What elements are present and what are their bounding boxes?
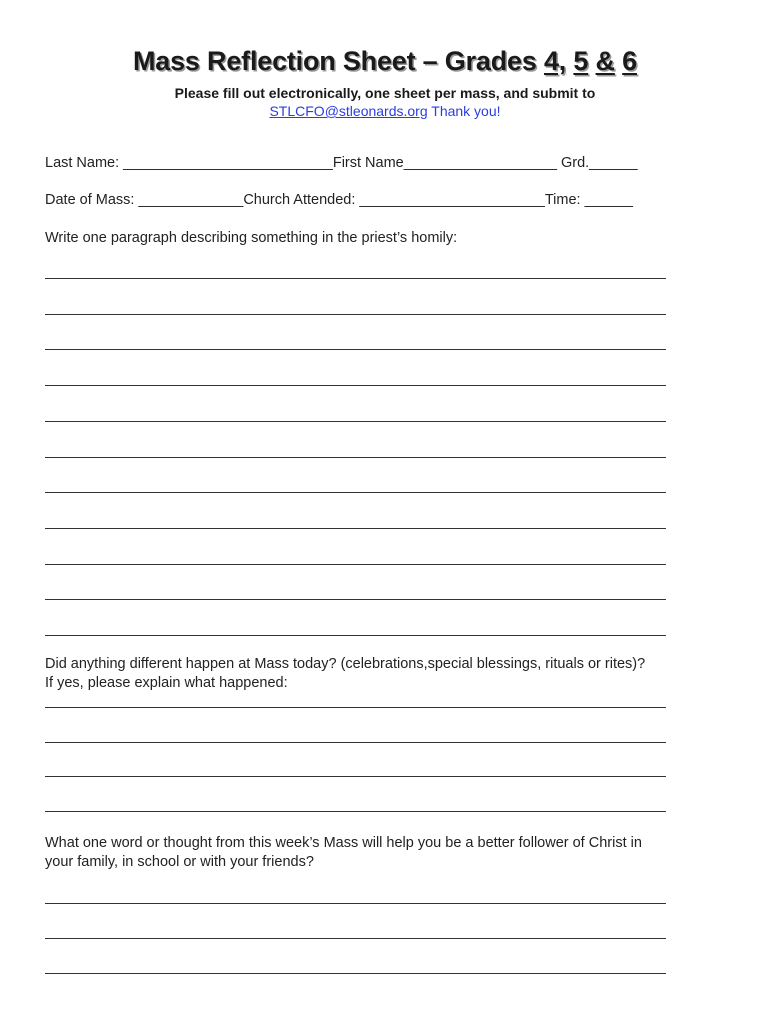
question-homily: Write one paragraph describing something in the priest’s homily: xyxy=(45,230,458,246)
email-link[interactable]: STLCFO@stleonards.org xyxy=(269,103,428,119)
name-fields-row[interactable]: Last Name: __________________________First Name___________________ Grd.______ xyxy=(45,155,638,171)
answer-line[interactable] xyxy=(45,528,666,529)
question-thought xyxy=(45,834,642,872)
contact-line xyxy=(0,103,770,119)
answer-line[interactable] xyxy=(45,421,666,422)
question-different-line-1: Did anything different happen at Mass today? (celebrations,special blessings, rituals or rites)? xyxy=(45,656,646,672)
grade-amp: & xyxy=(595,46,615,76)
answer-line[interactable] xyxy=(45,278,666,279)
answer-line[interactable] xyxy=(45,314,666,315)
question-different-line-2: If yes, please explain what happened: xyxy=(45,675,288,691)
instructions: Please fill out electronically, one sheet per mass, and submit to xyxy=(174,85,596,101)
thanks-text: Thank you! xyxy=(427,103,501,119)
answer-line[interactable] xyxy=(45,811,666,812)
grade-4: 4, xyxy=(543,46,567,76)
answer-line[interactable] xyxy=(45,742,666,743)
answer-line[interactable] xyxy=(45,457,666,458)
question-different xyxy=(45,655,645,693)
answer-line[interactable] xyxy=(45,938,666,939)
mass-info-row[interactable]: Date of Mass: _____________Church Attended: _______________________Time: ______ xyxy=(45,192,633,208)
answer-line[interactable] xyxy=(45,903,666,904)
answer-line[interactable] xyxy=(45,349,666,350)
page-title xyxy=(0,46,770,77)
grade-5: 5 xyxy=(573,46,589,76)
answer-line[interactable] xyxy=(45,599,666,600)
title-text: Mass Reflection Sheet – Grades xyxy=(133,46,544,76)
question-thought-line-2: your family, in school or with your friends? xyxy=(45,854,314,870)
answer-line[interactable] xyxy=(45,707,666,708)
answer-line[interactable] xyxy=(45,492,666,493)
question-thought-line-1: What one word or thought from this week’s Mass will help you be a better follower of Christ in xyxy=(45,835,642,851)
answer-line[interactable] xyxy=(45,385,666,386)
answer-line[interactable] xyxy=(45,776,666,777)
answer-line[interactable] xyxy=(45,635,666,636)
answer-line[interactable] xyxy=(45,973,666,974)
answer-line[interactable] xyxy=(45,564,666,565)
grade-6: 6 xyxy=(622,46,637,76)
